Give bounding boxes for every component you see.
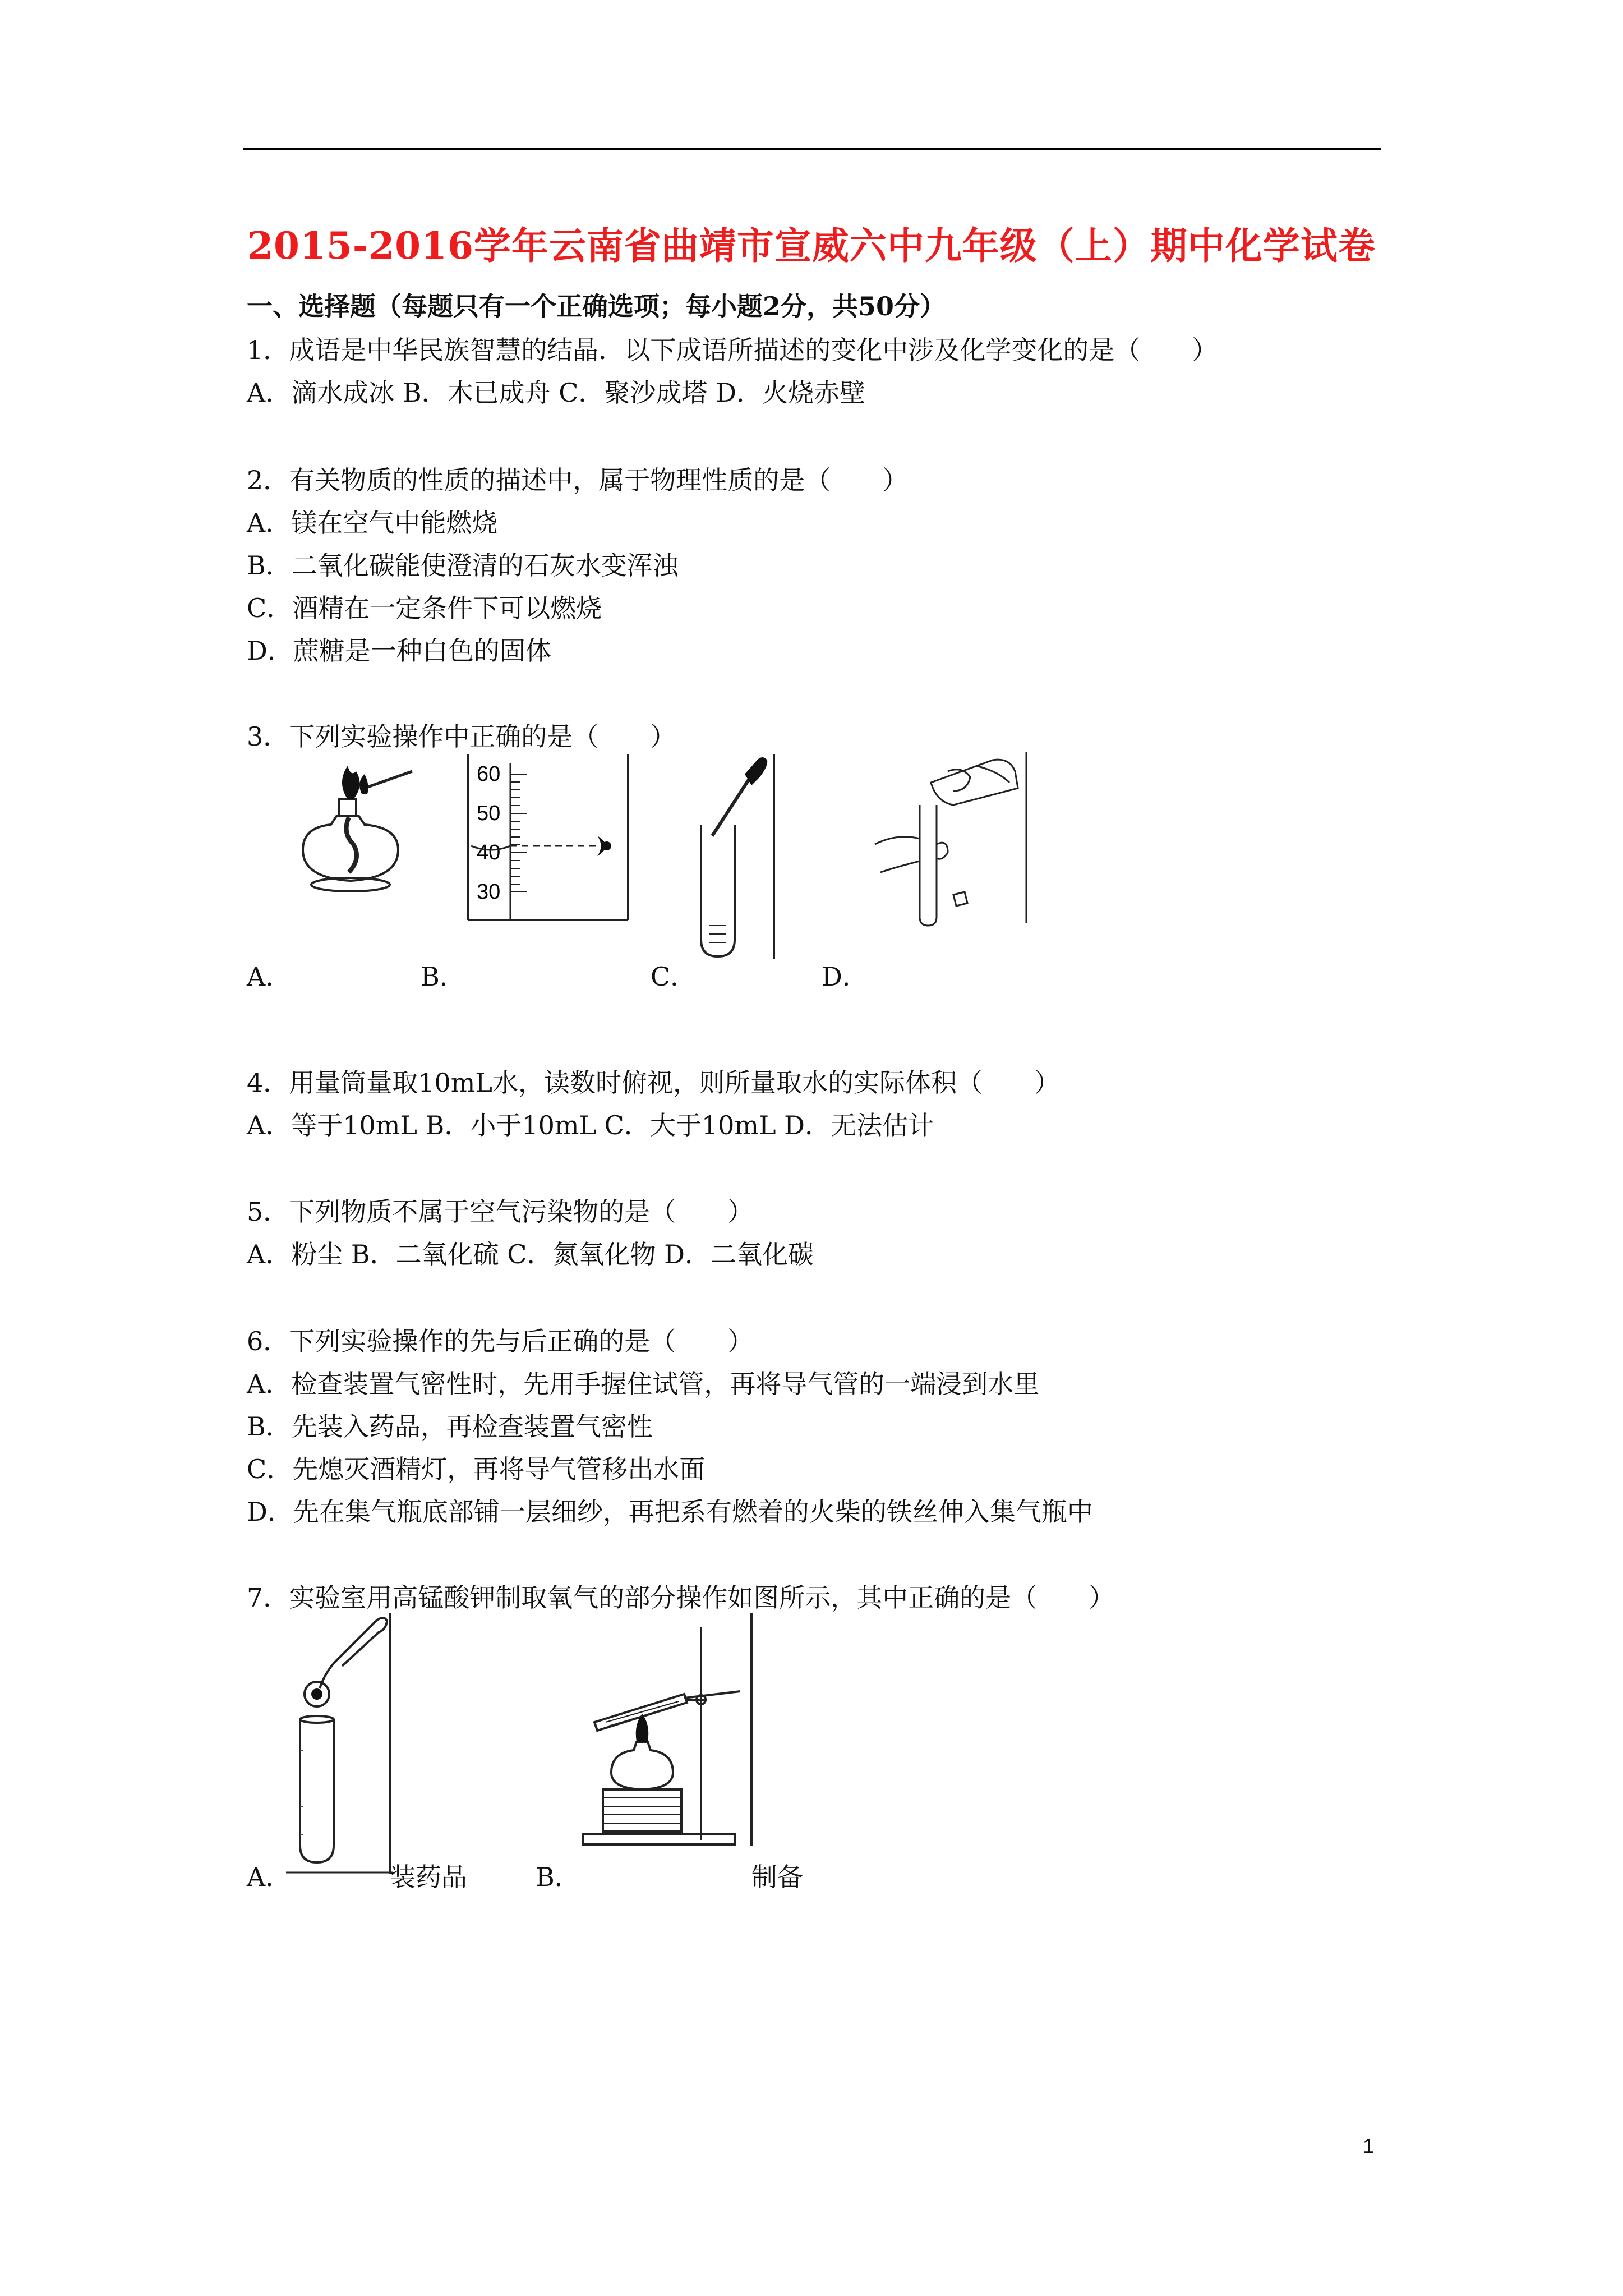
q2-option-c: C．酒精在一定条件下可以燃烧 [247,593,602,623]
loading-powder-figure [286,1610,398,1879]
q6-stem: 6．下列实验操作的先与后正确的是（ ） [247,1326,754,1356]
page-title: 2015-2016学年云南省曲靖市宣威六中九年级（上）期中化学试卷 [247,224,1376,268]
q6-option-b: B．先装入药品，再检查装置气密性 [247,1411,653,1442]
q7-label-a: A． [247,1862,292,1892]
q7-caption-b: 制备 [751,1862,803,1892]
q6-option-c: C．先熄灭酒精灯，再将导气管移出水面 [247,1454,706,1484]
q2-stem: 2．有关物质的性质的描述中，属于物理性质的是（ ） [247,465,909,495]
cylinder-tick-40: 40 [477,841,501,864]
cylinder-tick-50: 50 [477,802,501,825]
q2-option-a: A．镁在空气中能燃烧 [247,508,498,538]
q5-stem: 5．下列物质不属于空气污染物的是（ ） [247,1197,754,1227]
page-number: 1 [1363,2134,1375,2157]
q2-option-d: D．蔗糖是一种白色的固体 [247,636,551,666]
oxygen-preparation-apparatus-figure [572,1610,757,1851]
q3-label-a: A． [247,961,292,992]
q1-options: A．滴水成冰 B．木已成舟 C．聚沙成塔 D．火烧赤壁 [247,378,865,408]
cylinder-tick-60: 60 [477,762,501,786]
q3-label-d: D． [822,961,868,992]
graduated-cylinder-figure [460,752,639,926]
q7-stem: 7．实验室用高锰酸钾制取氧气的部分操作如图所示，其中正确的是（ ） [247,1582,1115,1613]
section-heading: 一、选择题（每题只有一个正确选项；每小题2分，共50分） [247,291,946,321]
alcohol-lamp-figure [286,754,415,900]
q7-label-b: B． [536,1862,580,1892]
q7-caption-a: 装药品 [390,1862,467,1892]
header-rule [243,148,1381,150]
q5-options: A．粉尘 B．二氧化硫 C．氮氧化物 D．二氧化碳 [247,1239,814,1269]
q3-label-b: B． [421,961,465,992]
dropper-test-tube-figure [690,752,785,965]
q4-stem: 4．用量筒量取10mL水，读数时俯视，则所量取水的实际体积（ ） [247,1068,1060,1098]
q2-option-b: B．二氧化碳能使澄清的石灰水变浑浊 [247,550,679,581]
q3-stem: 3．下列实验操作中正确的是（ ） [247,721,676,752]
q6-option-a: A．检查装置气密性时，先用手握住试管，再将导气管的一端浸到水里 [247,1369,1040,1399]
cylinder-tick-30: 30 [477,880,501,904]
pouring-liquid-figure [864,749,1032,934]
q4-options: A．等于10mL B．小于10mL C．大于10mL D．无法估计 [247,1110,934,1140]
q6-option-d: D．先在集气瓶底部铺一层细纱，再把系有燃着的火柴的铁丝伸入集气瓶中 [247,1497,1093,1527]
q1-stem: 1．成语是中华民族智慧的结晶．以下成语所描述的变化中涉及化学变化的是（ ） [247,335,1218,365]
q3-label-c: C． [651,961,697,992]
